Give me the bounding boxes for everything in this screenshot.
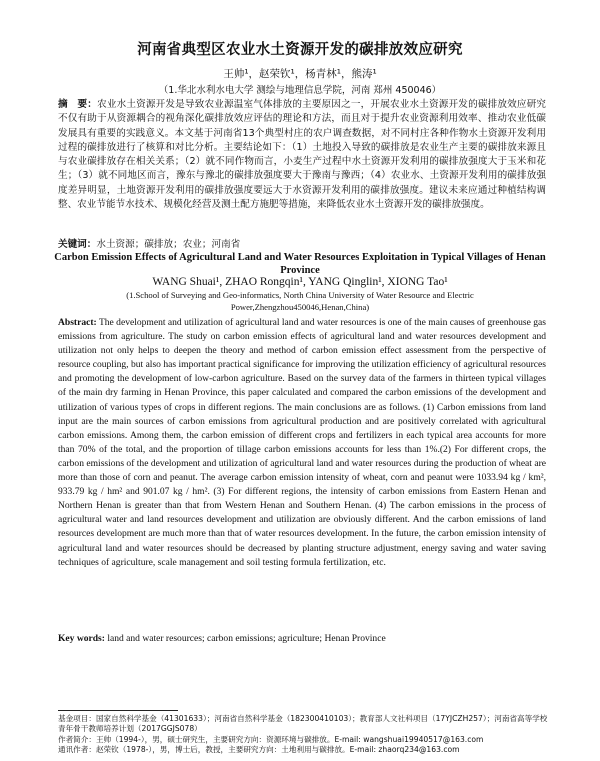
chinese-title: 河南省典型区农业水土资源开发的碳排放效应研究 (137, 42, 463, 58)
english-affiliation: (1.School of Surveying and Geo-informatics, North China University of Water Resource and Electric Power,Zhengzhou450046,Henan,China) (126, 290, 474, 312)
english-abstract-text: The development and utilization of agricultural land and water resources is one of the main causes of greenhouse gas emissions from agriculture. The study on carbon emission effects of agricultural land and water resources development and utilization not only helps to deepen the theory and method of carbon emission effect assessment from the perspective of resource coupling, but also has important practical significance for improving the utilization efficiency of agricultural resources and promoting the development of low-carbon agriculture. Based on the survey data of the farmers in thirteen typical villages of the main dry farming in Henan Province, this paper calculated and compared the carbon emissions of the development and utilization of various types of crops in different regions. The main conclusions are as follows. (1) Carbon emissions from land input are the main sources of carbon emissions from agricultural production and are positively correlated with agricultural carbon emissions. Among them, the carbon emission of different crops and fertilizers in each typical area accounts for more than 70% of the total, and the proportion of tillage carbon emissions accounts for less than 1%.(2) For different crops, the carbon emissions of the development and utilization of agricultural land and water resources during the production of wheat are more than those of corn and peanut. The average carbon emission intensity of wheat, corn and peanut were 1033.94 kg / km², 933.79 kg / hm² and 901.07 kg / hm². (3) For different regions, the intensity of carbon emissions from Eastern Henan and Northern Henan is greater than that from Western Henan and Southern Henan. (4) The carbon emissions in the process of agricultural water and land resources development and utilization are obviously different. And the carbon emissions of land resources development are much more than that of water resources development. In the future, the carbon emission intensity of agricultural land and water resources should be decreased by planting structure adjustment, energy saving and water saving techniques of agriculture, scale management and soil testing formula fertilization, etc. (58, 317, 546, 568)
chinese-keywords (58, 236, 546, 250)
footnote-author-intro: 作者简介：王帅（1994-），男，硕士研究生，主要研究方向：资源环境与碳排放。E-mail: wangshuai19940517@163.com (58, 734, 484, 744)
chinese-keywords-text: 水土资源；碳排放；农业；河南省 (96, 239, 241, 250)
chinese-abstract-text: 农业水土资源开发是导致农业源温室气体排放的主要原因之一，开展农业水土资源开发的碳排放效应研究不仅有助于从资源耦合的视角深化碳排放效应评估的理论和方法，而且对于提升农业资源利用效率、推动农业低碳发展具有重要的实践意义。本文基于河南省13个典型村庄的农户调查数据，对不同村庄各种作物水土资源开发利用过程的碳排放进行了核算和对比分析。主要结论如下：（1）土地投入导致的碳排放是农业生产主要的碳排放来源且与农业碳排放存在相关关系；（2）就不同作物而言，小麦生产过程中水土资源开发利用的碳排放强度大于玉米和花生；（3）就不同地区而言，豫东与豫北的碳排放强度要大于豫南与豫西；（4）农业水、土资源开发利用的碳排放强度差异明显，土地资源开发利用的碳排放强度要远大于水资源开发利用的碳排放强度。建议未来应通过种植结构调整、农业节能节水技术、规模化经营及测土配方施肥等措施，来降低农业水土资源开发的碳排放强度。 (58, 99, 547, 211)
chinese-keywords-label: 关键词： (58, 239, 97, 250)
footnotes (58, 714, 550, 756)
chinese-authors: 王帅¹，赵荣钦¹，杨青林¹，熊涛¹ (223, 68, 377, 80)
chinese-affiliation: （1.华北水利水电大学 测绘与地理信息学院，河南 郑州 450046） (158, 85, 442, 96)
english-authors: WANG Shuai¹, ZHAO Rongqin¹, YANG Qinglin¹, XIONG Tao¹ (152, 276, 448, 288)
footnote-corresponding: 通讯作者：赵荣钦（1978-），男，博士后，教授，主要研究方向：土地利用与碳排放。E-mail: zhaorq234@163.com (58, 745, 460, 755)
chinese-abstract-label: 摘 要： (58, 99, 98, 110)
english-keywords (58, 633, 546, 644)
chinese-abstract (58, 98, 546, 212)
footnote-fund: 基金项目：国家自然科学基金（41301633）；河南省自然科学基金（182300410103）；教育部人文社科项目（17YJCZH257）；河南省高等学校青年骨干教师培养计划（2017GGJS078） (58, 714, 548, 734)
english-abstract-label: Abstract: (58, 317, 97, 328)
english-abstract (58, 316, 546, 570)
english-keywords-text: land and water resources; carbon emissions; agriculture; Henan Province (107, 633, 386, 644)
footnote-divider (58, 710, 178, 711)
english-keywords-label: Key words: (58, 633, 105, 644)
english-title: Carbon Emission Effects of Agricultural Land and Water Resources Exploitation in Typical Villages of Henan Province (54, 252, 546, 276)
